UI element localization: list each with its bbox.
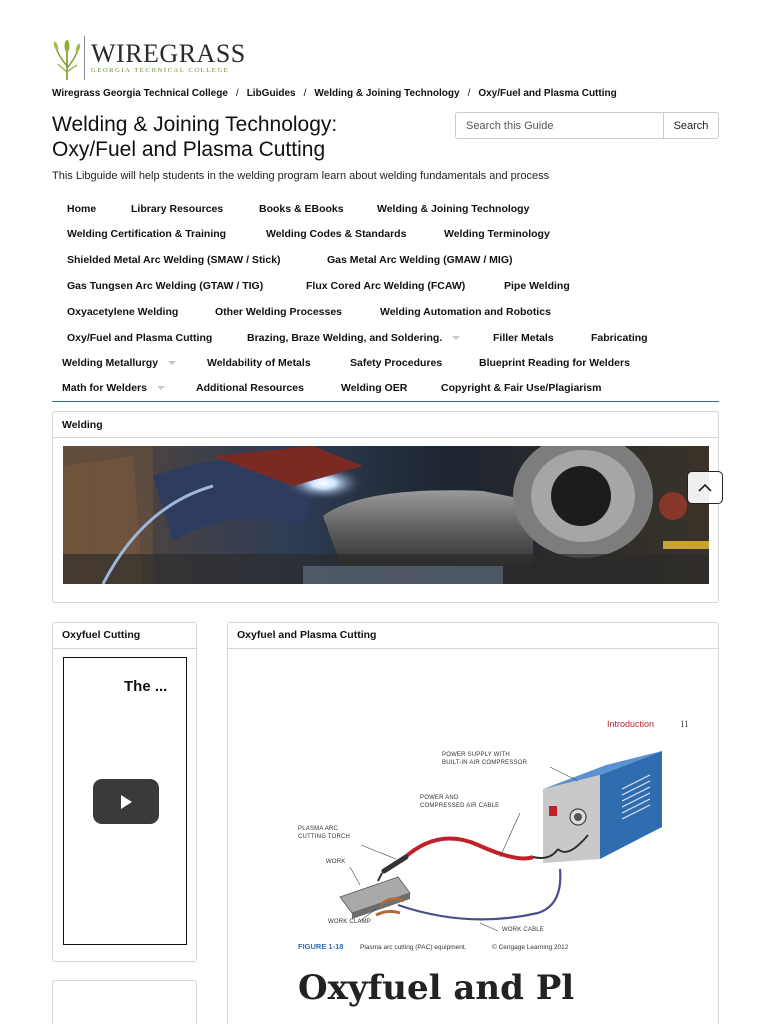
power-supply-illustration <box>543 751 662 863</box>
welding-banner-image <box>63 446 709 584</box>
box-divider <box>228 648 718 649</box>
nav-tab-smaw[interactable]: Shielded Metal Arc Welding (SMAW / Stick) <box>67 254 281 266</box>
label-work-clamp: WORK CLAMP <box>328 919 372 925</box>
nav-tab-automation-robotics[interactable]: Welding Automation and Robotics <box>380 306 551 318</box>
nav-tab-welding-oer[interactable]: Welding OER <box>341 382 408 394</box>
page-title-line-2: Oxy/Fuel and Plasma Cutting <box>52 138 326 161</box>
label-torch: PLASMA ARC <box>298 826 339 832</box>
logo-divider <box>84 36 85 80</box>
nav-tab-books-ebooks[interactable]: Books & EBooks <box>259 203 344 215</box>
nav-tab-welding-terminology[interactable]: Welding Terminology <box>444 228 550 240</box>
box-divider <box>53 648 196 649</box>
nav-tab-additional-resources[interactable]: Additional Resources <box>196 382 304 394</box>
box-divider <box>53 437 718 438</box>
page-title-line-1: Welding & Joining Technology: <box>52 113 338 136</box>
nav-tab-label: Math for Welders <box>62 382 147 394</box>
next-box <box>52 980 197 1024</box>
chevron-down-icon <box>168 361 176 365</box>
breadcrumb <box>52 88 617 99</box>
nav-tab-library-resources[interactable]: Library Resources <box>131 203 224 215</box>
figure-caption-number: FIGURE 1-18 <box>298 942 344 951</box>
nav-tab-oxyacetylene[interactable]: Oxyacetylene Welding <box>67 306 179 318</box>
breadcrumb-separator: / <box>235 88 239 99</box>
document-heading: Oxyfuel and Pl <box>298 968 575 1008</box>
nav-tab-blueprint-reading[interactable]: Blueprint Reading for Welders <box>479 357 630 369</box>
breadcrumb-separator: / <box>467 88 471 99</box>
search-input[interactable] <box>455 112 663 139</box>
nav-tab-pipe-welding[interactable]: Pipe Welding <box>504 280 570 292</box>
figure-header-section: Introduction <box>607 719 655 729</box>
nav-tab-other-processes[interactable]: Other Welding Processes <box>215 306 343 318</box>
welding-box <box>52 411 719 603</box>
oxyfuel-box-title: Oxyfuel Cutting <box>62 629 141 641</box>
page-title <box>52 112 432 162</box>
nav-tab-welding-joining-technology[interactable]: Welding & Joining Technology <box>377 203 530 215</box>
plasma-equipment-figure <box>288 709 708 959</box>
chevron-down-icon <box>452 336 460 340</box>
nav-divider <box>52 401 719 402</box>
breadcrumb-college[interactable]: Wiregrass Georgia Technical College <box>52 88 228 99</box>
label-power-supply-2: BUILT-IN AIR COMPRESSOR <box>442 760 528 766</box>
chevron-down-icon <box>157 386 165 390</box>
back-to-top-button[interactable] <box>687 471 723 504</box>
video-title: The ... <box>124 678 168 695</box>
nav-tab-gmaw[interactable]: Gas Metal Arc Welding (GMAW / MIG) <box>327 254 513 266</box>
play-icon <box>117 793 135 811</box>
breadcrumb-libguides[interactable]: LibGuides <box>246 88 296 99</box>
label-power-cable: POWER AND <box>420 795 459 801</box>
nav-tab-fcaw[interactable]: Flux Cored Arc Welding (FCAW) <box>306 280 466 292</box>
breadcrumb-separator: / <box>303 88 307 99</box>
chevron-up-icon <box>697 483 713 493</box>
nav-tab-weldability[interactable]: Weldability of Metals <box>207 357 311 369</box>
nav-tab-brazing-soldering[interactable] <box>247 325 460 351</box>
nav-tab-fabricating[interactable]: Fabricating <box>591 332 648 344</box>
oxyfuel-cutting-box <box>52 622 197 962</box>
nav-tab-copyright[interactable]: Copyright & Fair Use/Plagiarism <box>441 382 602 394</box>
logo-name: WIREGRASS <box>91 39 246 68</box>
logo-subtitle: GEORGIA TECHNICAL COLLEGE <box>91 67 230 74</box>
search-button[interactable]: Search <box>663 112 719 139</box>
nav-tab-safety-procedures[interactable]: Safety Procedures <box>350 357 443 369</box>
nav-tab-math-for-welders[interactable] <box>62 375 165 401</box>
site-logo[interactable] <box>52 36 246 80</box>
welding-box-title: Welding <box>62 419 103 431</box>
nav-tab-oxyfuel-plasma-cutting[interactable]: Oxy/Fuel and Plasma Cutting <box>67 332 213 344</box>
oxyfuel-plasma-box <box>227 622 719 1024</box>
nav-tab-welding-codes[interactable]: Welding Codes & Standards <box>266 228 407 240</box>
label-work: WORK <box>326 859 346 865</box>
label-work-cable: WORK CABLE <box>502 927 545 933</box>
guide-search <box>455 112 719 139</box>
figure-caption-credit: © Cengage Learning 2012 <box>492 944 569 951</box>
nav-tab-label: Welding Metallurgy <box>62 357 159 369</box>
plasma-box-title: Oxyfuel and Plasma Cutting <box>237 629 377 641</box>
nav-tab-home[interactable]: Home <box>67 203 97 215</box>
wheat-grass-icon <box>52 36 82 80</box>
play-button[interactable] <box>93 779 159 824</box>
nav-tab-welding-metallurgy[interactable] <box>62 350 176 376</box>
nav-tab-gtaw[interactable]: Gas Tungsen Arc Welding (GTAW / TIG) <box>67 280 264 292</box>
video-embed[interactable] <box>63 657 187 945</box>
label-power-supply: POWER SUPPLY WITH <box>442 752 510 758</box>
label-power-cable-2: COMPRESSED AIR CABLE <box>420 803 500 809</box>
breadcrumb-guide[interactable]: Welding & Joining Technology <box>314 88 460 99</box>
breadcrumb-current-page: Oxy/Fuel and Plasma Cutting <box>478 88 617 99</box>
nav-tab-filler-metals[interactable]: Filler Metals <box>493 332 554 344</box>
nav-tab-label: Brazing, Braze Welding, and Soldering. <box>247 332 443 344</box>
guide-description: This Libguide will help students in the welding program learn about welding fundamentals and process <box>52 170 550 182</box>
label-torch-2: CUTTING TORCH <box>298 834 351 840</box>
figure-caption-text: Plasma arc cutting (PAC) equipment. <box>360 944 467 951</box>
figure-page-number: 11 <box>680 719 689 729</box>
nav-tab-welding-certification[interactable]: Welding Certification & Training <box>67 228 227 240</box>
